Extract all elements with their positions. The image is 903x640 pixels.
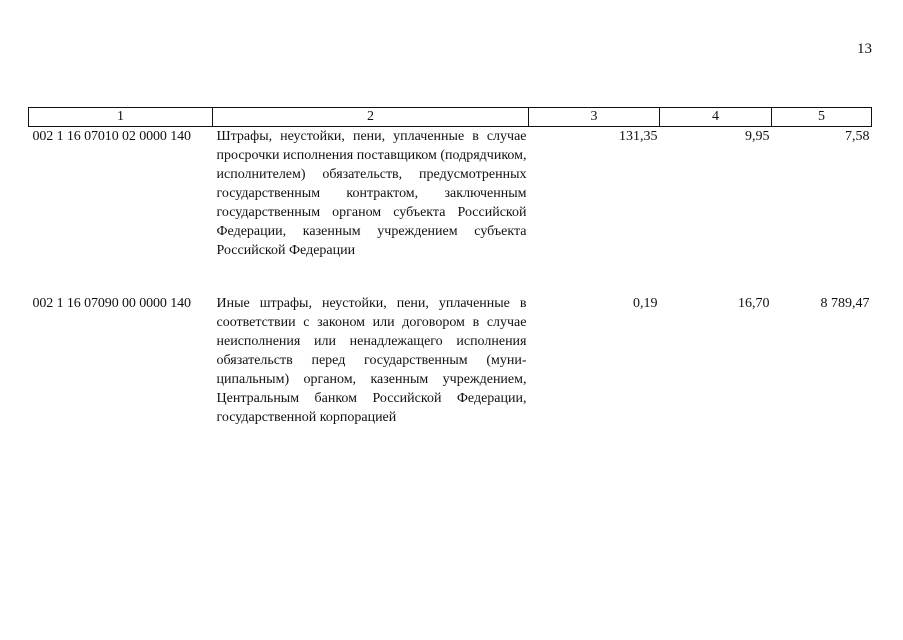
table-row	[29, 127, 872, 261]
row-value-col5: 7,58	[845, 129, 870, 144]
table-body	[29, 127, 872, 428]
header-col-4: 4	[660, 108, 772, 127]
header-col-3: 3	[529, 108, 660, 127]
table-header	[29, 108, 872, 127]
header-row	[29, 108, 872, 127]
row-value-col4: 9,95	[745, 129, 770, 144]
row-description: Иные штрафы, неустойки, пени, уплаченные в соответствии с законом или договором в случае неисполнения или ненадлежащего исполнения обязательств перед государственным (муниципальным) органом, казенным учреждением, Центральным банком Российской Федерации, государственной корпорацией	[216, 296, 527, 425]
page-number: 13	[857, 41, 872, 57]
header-col-2: 2	[213, 108, 529, 127]
row-value-col3: 131,35	[619, 129, 658, 144]
budget-table	[28, 107, 872, 427]
row-value-col3: 0,19	[633, 296, 658, 311]
table-row	[29, 294, 872, 427]
row-description: Штрафы, неустойки, пени, уплаченные в случае просрочки исполнения поставщиком (подрядчиком, исполнителем) обязательств, предусмотренных государственным контрактом, заключенным государственным органом субъекта Российской Федерации, казенным учреждением субъекта Российской Федерации	[216, 129, 527, 258]
row-value-col4: 16,70	[738, 296, 770, 311]
row-code: 002 1 16 07090 00 0000 140	[32, 296, 191, 311]
header-col-5: 5	[772, 108, 872, 127]
row-spacer	[29, 260, 872, 294]
row-code: 002 1 16 07010 02 0000 140	[32, 129, 191, 144]
header-col-1: 1	[29, 108, 213, 127]
row-value-col5: 8 789,47	[820, 296, 870, 311]
